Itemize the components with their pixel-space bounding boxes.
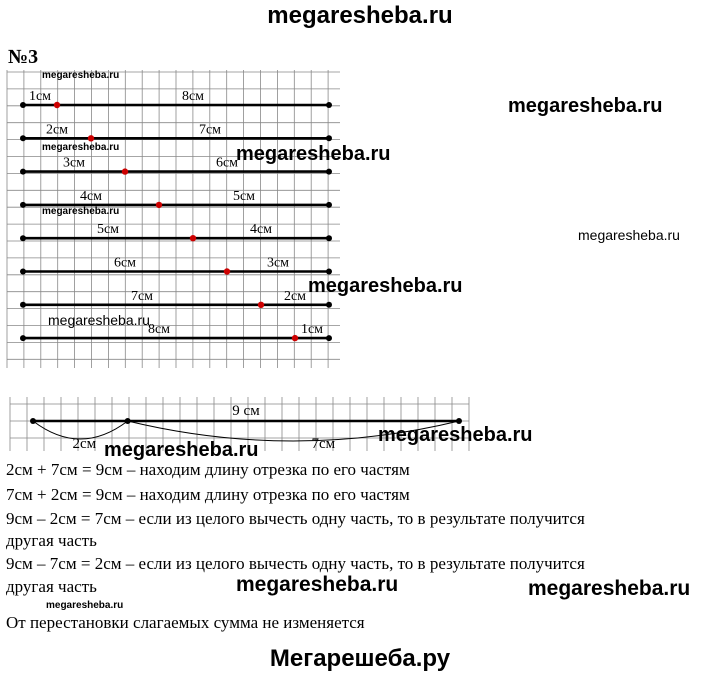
watermark: megaresheba.ru — [48, 312, 150, 328]
segment-endpoint — [326, 235, 332, 241]
watermark: megaresheba.ru — [46, 600, 124, 611]
text-line-6: другая часть — [6, 577, 97, 596]
split-point — [88, 135, 94, 141]
segment-endpoint — [20, 135, 26, 141]
left-part-label: 6см — [113, 255, 137, 271]
text-line-4: другая часть — [6, 531, 97, 550]
task-number: №3 — [8, 46, 39, 68]
split-point — [122, 168, 128, 174]
segment-endpoint — [20, 269, 26, 275]
part2-label: 7см — [311, 436, 336, 452]
text-line-5: 9см – 7см = 2см – если из целого вычесть одну часть, то в результате получится — [6, 554, 585, 573]
split-point — [190, 235, 196, 241]
watermark: megaresheba.ru — [528, 577, 691, 600]
right-part-label: 7см — [198, 122, 222, 138]
watermark: megaresheba.ru — [42, 206, 120, 217]
segment-endpoint — [20, 335, 26, 341]
left-part-label: 4см — [79, 188, 103, 204]
watermark: megaresheba.ru — [236, 573, 399, 596]
right-part-label: 8см — [181, 89, 205, 104]
watermark: megaresheba.ru — [42, 142, 120, 153]
right-part-label: 3см — [266, 255, 290, 271]
segment-endpoint — [326, 102, 332, 108]
segment-endpoint — [326, 335, 332, 341]
watermark: megaresheba.ru — [236, 143, 391, 165]
split-point — [224, 268, 230, 274]
watermark: megaresheba.ru — [42, 70, 120, 81]
split-point — [292, 335, 298, 341]
text-line-3: 9см – 2см = 7см – если из целого вычесть одну часть, то в результате получится — [6, 509, 585, 528]
site-header: megaresheba.ru — [267, 2, 453, 29]
left-part-label: 2см — [45, 122, 69, 138]
left-part-label: 7см — [130, 288, 154, 304]
segment-endpoint — [326, 302, 332, 308]
segment-endpoint — [20, 302, 26, 308]
right-part-label: 1см — [300, 322, 324, 338]
segment-endpoint — [326, 169, 332, 175]
segment-endpoint — [20, 102, 26, 108]
segment-endpoint — [326, 135, 332, 141]
left-part-label: 8см — [147, 322, 171, 338]
site-footer: Мегарешеба.ру — [269, 645, 451, 672]
whole-label: 9 см — [232, 403, 260, 419]
split-point — [54, 102, 60, 108]
segment-endpoint — [20, 235, 26, 241]
watermark: megaresheba.ru — [508, 95, 663, 117]
right-part-label: 6см — [215, 155, 239, 171]
left-part-label: 5см — [96, 222, 120, 238]
segment-endpoint — [20, 169, 26, 175]
left-part-label: 3см — [62, 155, 86, 171]
split-point — [258, 302, 264, 308]
part1-label: 2см — [72, 436, 97, 452]
text-line-2: 7см + 2см = 9см – находим длину отрезка по его частям — [6, 485, 410, 504]
watermark: megaresheba.ru — [578, 227, 680, 243]
segment-endpoint — [326, 202, 332, 208]
watermark: megaresheba.ru — [308, 275, 463, 297]
left-part-label: 1см — [28, 89, 52, 104]
segment-endpoint — [20, 202, 26, 208]
split-point — [156, 202, 162, 208]
watermark: megaresheba.ru — [104, 439, 259, 461]
text-line-7: От перестановки слагаемых сумма не изменяется — [6, 613, 365, 632]
right-part-label: 2см — [283, 288, 307, 304]
text-line-1: 2см + 7см = 9см – находим длину отрезка по его частям — [6, 460, 410, 479]
right-part-label: 5см — [232, 188, 256, 204]
segment-endpoint — [326, 269, 332, 275]
watermark: megaresheba.ru — [378, 424, 533, 446]
right-part-label: 4см — [249, 222, 273, 238]
